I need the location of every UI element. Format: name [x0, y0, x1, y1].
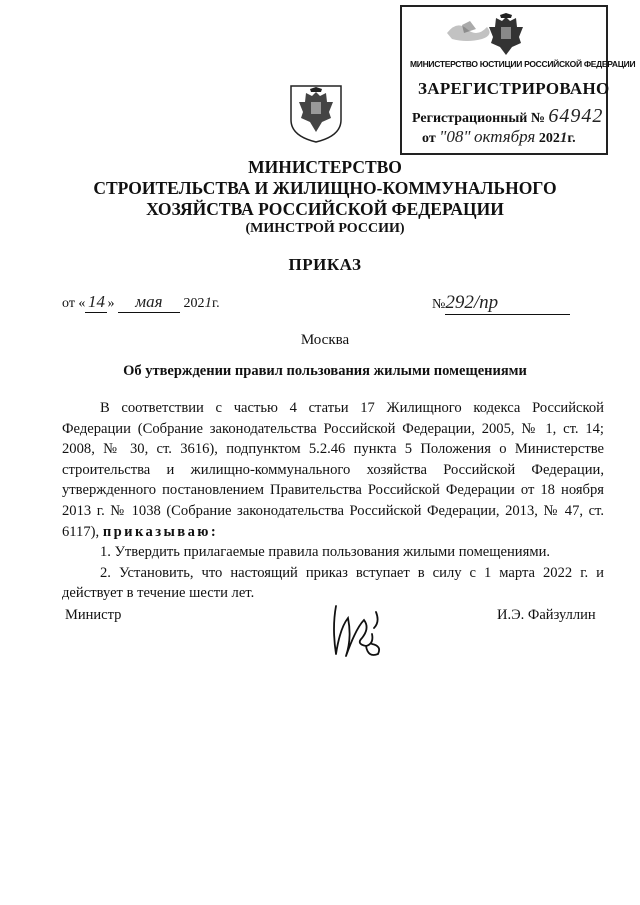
ministry-title-line-1: МИНИСТЕРСТВО [248, 157, 402, 177]
document-type: ПРИКАЗ [288, 255, 362, 274]
order-date-suffix: г. [211, 296, 220, 311]
stamp-registered-label: ЗАРЕГИСТРИРОВАНО [418, 79, 610, 98]
order-number-value: 292/пр [445, 292, 570, 315]
order-date [62, 292, 220, 313]
registration-stamp [400, 5, 636, 155]
coat-of-arms-icon [285, 80, 347, 144]
stamp-reg-number: 64942 [548, 105, 604, 127]
order-date-day: 14 [85, 292, 107, 313]
stamp-registration-line [412, 105, 603, 128]
stamp-date-line [422, 127, 576, 147]
ministry-abbreviation: (МИНСТРОЙ РОССИИ) [245, 221, 405, 236]
order-date-prefix: от « [62, 296, 86, 311]
order-date-month: мая [118, 292, 180, 313]
city: Москва [300, 332, 350, 348]
stamp-date-year-suffix: 1 [559, 130, 568, 146]
paragraph-preamble [62, 398, 604, 542]
stamp-date-year-prefix: 202 [538, 131, 560, 146]
stamp-reg-label: Регистрационный № [412, 111, 545, 126]
order-body [62, 398, 604, 604]
stamp-date-day: "08" [439, 127, 471, 146]
coat-of-arms-icon [486, 13, 526, 57]
stamp-ministry-name: МИНИСТЕРСТВО ЮСТИЦИИ РОССИЙСКОЙ ФЕДЕРАЦИИ [410, 59, 636, 69]
preamble-text: В соответствии с частью 4 статьи 17 Жилищного кодекса Российской Федерации (Собрание законодательства Российской Федерации, 2005, № 1, ст. 14; 2008, № 30, ст. 3616), подпунктом 5.2.46 пункта 5 Положения о Министерстве строительства и жилищно-коммунального хозяйства Российской Федерации, утвержденного постановлением Правительства Российской Федерации от 18 ноября 2013 г. № 1038 (Собрание законодательства Российской Федерации, 2013, № 47, ст. 6117), [62, 400, 604, 540]
order-date-mid: » [107, 296, 115, 311]
stamp-date-prefix: от [422, 131, 436, 146]
order-subject: Об утверждении правил пользования жилыми помещениями [123, 363, 527, 379]
order-keyword: приказываю: [102, 523, 219, 540]
handwritten-signature [322, 598, 392, 666]
ministry-title-line-2: СТРОИТЕЛЬСТВА И ЖИЛИЩНО-КОММУНАЛЬНОГО [93, 178, 557, 198]
stamp-date-month: октября [473, 127, 536, 146]
stamp-date-suffix: г. [567, 131, 576, 146]
order-date-year-prefix: 202 [183, 296, 205, 311]
signatory-title: Министр [65, 607, 122, 623]
ministry-title [60, 157, 590, 220]
order-number [432, 292, 570, 315]
order-item-2: 2. Установить, что настоящий приказ вступает в силу с 1 марта 2022 г. и действует в течение шести лет. [62, 564, 604, 602]
order-date-year-suffix: 1 [204, 295, 212, 311]
signatory-name: И.Э. Файзуллин [497, 607, 596, 623]
order-item-1: 1. Утвердить прилагаемые правила пользования жилыми помещениями. [100, 544, 551, 561]
stamp-day-value: 08 [446, 127, 464, 146]
ministry-title-line-3: ХОЗЯЙСТВА РОССИЙСКОЙ ФЕДЕРАЦИИ [146, 199, 504, 219]
order-number-prefix: № [432, 297, 446, 312]
